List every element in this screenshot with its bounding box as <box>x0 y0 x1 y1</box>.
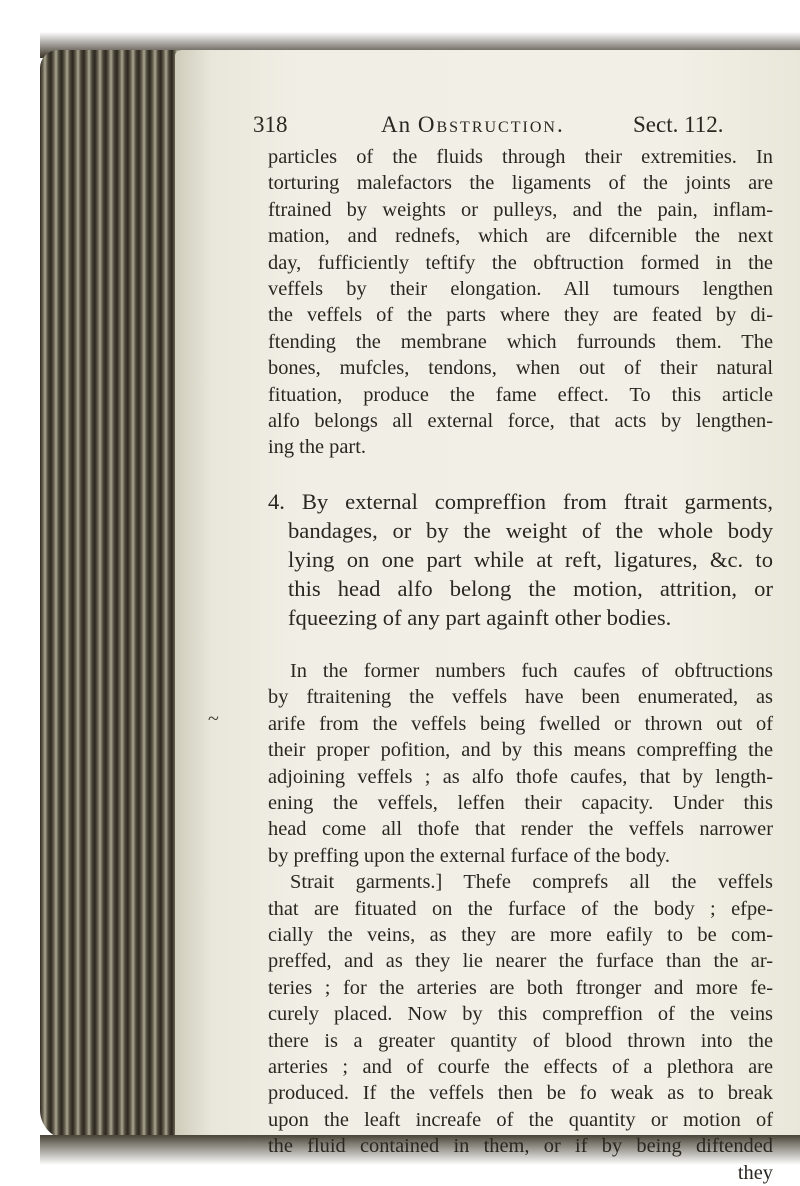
text-line: Strait garments.] Thefe comprefs all the veffels <box>290 871 773 894</box>
text-line: ftrained by weights or pulleys, and the pain, inflam- <box>268 198 773 221</box>
text-line: particles of the fluids through their extremities. In <box>268 146 773 168</box>
text-line: head come all thofe that render the veffels narrower <box>268 818 773 841</box>
text-line: ftending the membrane which furrounds them. The <box>268 330 773 353</box>
page-body <box>268 144 773 1186</box>
text-line: upon the leaft increafe of the quantity or motion of <box>268 1108 773 1131</box>
text-line: ening the veffels, leffen their capacity. Under this <box>268 791 773 814</box>
running-title-word: Obstruction. <box>417 112 565 137</box>
section-number: Sect. 112. <box>633 112 724 137</box>
text-line: arteries ; and of courfe the effects of a plethora are <box>268 1055 773 1078</box>
paragraph-3 <box>268 658 773 869</box>
text-line: that are fituated on the furface of the body ; efpe- <box>268 897 773 920</box>
text-line: this head alfo belong the motion, attrition, or <box>288 575 773 601</box>
text-line: bones, mufcles, tendons, when out of their natural <box>268 357 773 380</box>
text-line: fituation, produce the fame effect. To this article <box>268 383 773 406</box>
paragraph-gap <box>268 461 773 487</box>
text-line: lying on one part while at reft, ligatures, &c. to <box>288 546 773 572</box>
text-line: by ftraitening the veffels have been enumerated, as <box>268 686 773 709</box>
text-line: torturing malefactors the ligaments of the joints are <box>268 172 773 195</box>
text-line: fqueezing of any part againft other bodies. <box>288 604 672 630</box>
margin-mark: ~ <box>208 708 219 730</box>
text-line: the veffels of the parts where they are feated by di- <box>268 304 773 327</box>
text-line: adjoining veffels ; as alfo thofe caufes, that by length- <box>268 765 773 788</box>
text-line: preffed, and as they lie nearer the furface than the ar- <box>268 950 773 973</box>
text-line: mation, and rednefs, which are difcernible the next <box>268 225 773 248</box>
running-title <box>381 112 565 138</box>
page-number: 318 <box>253 112 288 137</box>
text-line: day, fufficiently teftify the obftruction formed in the <box>268 251 773 274</box>
text-line: by preffing upon the external furface of the body. <box>268 844 670 867</box>
paragraph-1 <box>268 144 773 461</box>
text-line: ing the part. <box>268 436 366 459</box>
text-line: their proper pofition, and by this means compreffing the <box>268 739 773 762</box>
paragraph-gap <box>268 632 773 658</box>
text-line: there is a greater quantity of blood thrown into the <box>268 1029 773 1052</box>
text-line: teries ; for the arteries are both ftronger and more fe- <box>268 976 773 999</box>
paragraph-4 <box>268 869 773 1186</box>
text-line: 4. By external compreffion from ftrait garments, <box>268 488 773 514</box>
paragraph-2 <box>268 487 773 632</box>
text-line: produced. If the veffels then be fo weak as to break <box>268 1082 773 1105</box>
running-head <box>253 112 773 144</box>
text-line: bandages, or by the weight of the whole body <box>288 517 773 543</box>
text-line: curely placed. Now by this compreffion of the veins <box>268 1003 773 1026</box>
catchword: they <box>737 1161 773 1184</box>
text-line: the fluid contained in them, or if by being diftended <box>268 1135 773 1158</box>
text-line: arife from the veffels being fwelled or thrown out of <box>268 712 773 735</box>
book-fore-edge <box>40 50 190 1140</box>
text-line: In the former numbers fuch caufes of obftructions <box>290 659 773 682</box>
running-title-prefix: An <box>381 112 412 137</box>
text-line: cially the veins, as they are more eafily to be com- <box>268 923 773 946</box>
text-line: veffels by their elongation. All tumours lengthen <box>268 278 773 301</box>
text-line: alfo belongs all external force, that acts by lengthen- <box>268 410 773 433</box>
